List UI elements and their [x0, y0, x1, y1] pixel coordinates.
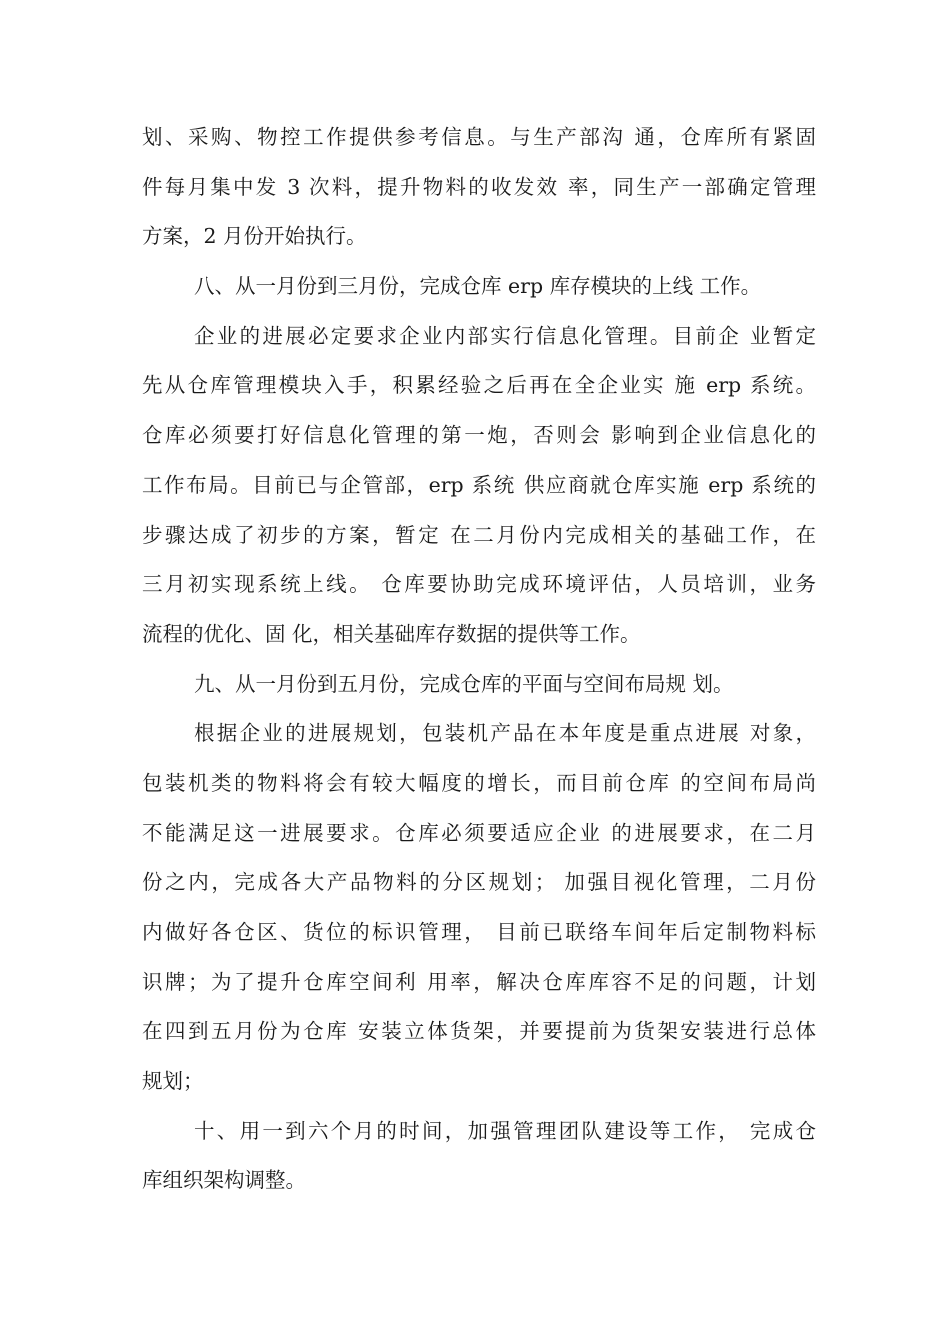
text-line: 仓库必须要打好信息化管理的第一炮，否则会 影响到企业信息化的 — [142, 423, 816, 448]
document-page — [142, 113, 816, 1206]
paragraph-material-control — [142, 113, 816, 262]
paragraph-heading-nine — [142, 660, 816, 710]
text-line: 库组织架构调整。 — [142, 1168, 306, 1193]
text-line: 内做好各仓区、货位的标识管理， 目前已联络车间年后定制物料标 — [142, 920, 816, 944]
text-line: 企业的进展必定要求企业内部实行信息化管理。目前企 业暂定 — [194, 323, 816, 348]
text-line: 根据企业的进展规划，包装机产品在本年度是重点进展 对象， — [194, 721, 816, 746]
text-line: 在四到五月份为仓库 安装立体货架，并要提前为货架安装进行总体 — [142, 1019, 816, 1044]
text-line: 规划； — [142, 1069, 204, 1094]
paragraph-layout-planning — [142, 709, 816, 1107]
section-heading: 十、用一到六个月的时间，加强管理团队建设等工作， 完成仓 — [194, 1118, 816, 1143]
text-line: 三月初实现系统上线。 仓库要协助完成环境评估，人员培训，业务 — [142, 572, 816, 597]
text-line: 包装机类的物料将会有较大幅度的增长，而目前仓库 的空间布局尚 — [142, 770, 816, 795]
text-line: 流程的优化、固 化，相关基础库存数据的提供等工作。 — [142, 621, 641, 646]
text-line: 不能满足这一进展要求。仓库必须要适应企业 的进展要求，在二月 — [142, 820, 816, 845]
text-line: 方案，2 月份开始执行。 — [142, 224, 367, 249]
paragraph-erp-implementation — [142, 312, 816, 660]
paragraph-heading-ten — [142, 1107, 816, 1206]
section-heading: 九、从一月份到五月份，完成仓库的平面与空间布局规 划。 — [194, 671, 734, 696]
paragraph-heading-eight — [142, 262, 816, 312]
text-line: 份之内，完成各大产品物料的分区规划； 加强目视化管理，二月份 — [142, 870, 816, 895]
text-line: 识牌；为了提升仓库空间利 用率，解决仓库库容不足的问题，计划 — [142, 969, 816, 994]
text-line: 步骤达成了初步的方案，暂定 在二月份内完成相关的基础工作，在 — [142, 522, 816, 547]
text-line: 工作布局。目前已与企管部，erp 系统 供应商就仓库实施 erp 系统的 — [142, 472, 816, 497]
section-heading: 八、从一月份到三月份，完成仓库 erp 库存模块的上线 工作。 — [194, 274, 762, 299]
text-line: 件每月集中发 3 次料，提升物料的收发效 率，同生产一部确定管理 — [142, 174, 816, 199]
text-line: 划、采购、物控工作提供参考信息。与生产部沟 通，仓库所有紧固 — [142, 125, 816, 149]
text-line: 先从仓库管理模块入手，积累经验之后再在全企业实 施 erp 系统。 — [142, 373, 816, 398]
